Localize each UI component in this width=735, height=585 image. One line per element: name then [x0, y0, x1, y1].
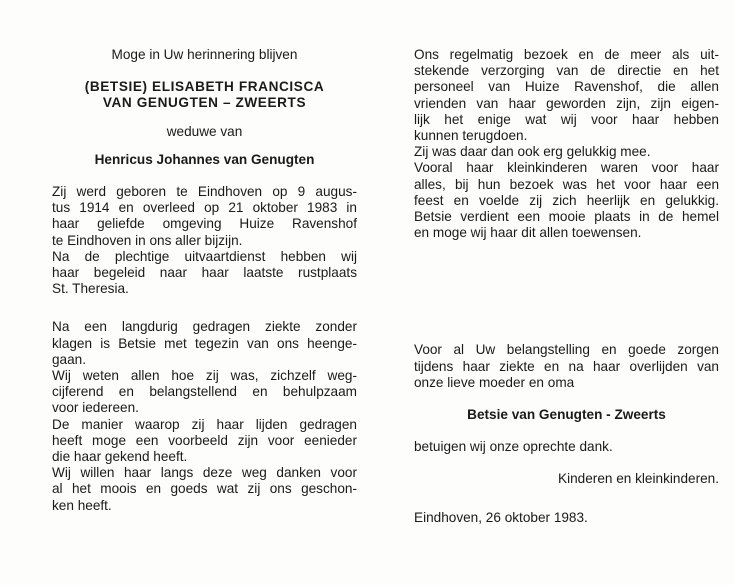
text-line: Wij willen haar langs deze weg danken voor	[52, 465, 357, 481]
paragraph-grandchildren	[414, 160, 719, 241]
text-line: gaan.	[52, 351, 87, 367]
paragraph-gratitude	[52, 465, 357, 514]
text-line: haar begeleid naar haar laatste rustplaats	[52, 265, 357, 281]
paragraph-character	[52, 368, 357, 417]
text-line: Zij werd geboren te Eindhoven op 9 augus-	[52, 184, 357, 200]
text-line: en moge wij haar dit allen toewensen.	[414, 225, 642, 241]
text-line: voor iedereen.	[52, 400, 139, 416]
paragraph-happy	[414, 144, 719, 160]
text-line: Na een langdurig gedragen ziekte zonder	[52, 319, 357, 335]
widow-of-text: weduwe van	[166, 123, 243, 139]
paragraph-illness	[52, 319, 357, 368]
right-column	[414, 47, 719, 526]
deceased-name-line-2: VAN GENUGTEN – ZWEERTS	[102, 95, 307, 111]
text-line: Betsie verdient een mooie plaats in de hemel	[414, 209, 719, 225]
thanks-text: betuigen wij onze oprechte dank.	[414, 439, 613, 455]
text-line: cijferend en belangstellend en behulpzaam	[52, 384, 357, 400]
text-line: Vooral haar kleinkinderen waren voor haar	[414, 160, 719, 176]
text-line: heeft moge een voorbeeld zijn voor eenieder	[52, 432, 357, 448]
text-line: vrienden van haar geworden zijn, zijn eigen-	[414, 95, 719, 111]
text-line: Voor al Uw belangstelling en goede zorgen	[414, 342, 719, 358]
text-line: te Eindhoven in ons aller bijzijn.	[52, 232, 243, 248]
text-line: lijk het enige wat wij voor haar hebben	[414, 111, 719, 127]
text-line: Zij was daar dan ook erg gelukkig mee.	[414, 144, 651, 160]
text-line: personeel van Huize Ravenshof, die allen	[414, 79, 719, 95]
text-line: haar geliefde omgeving Huize Ravenshof	[52, 216, 357, 232]
text-line: alles, bij hun bezoek was het voor haar een	[414, 176, 719, 192]
text-line: al het moois en goeds wat zij ons geschon-	[52, 481, 357, 497]
text-line: onze lieve moeder en oma	[414, 374, 575, 390]
signatory-name: Betsie van Genugten - Zweerts	[467, 407, 666, 423]
text-line: tijdens haar ziekte en na haar overlijden van	[414, 358, 719, 374]
text-line: stekende verzorging van de directie en het	[414, 63, 719, 79]
text-line: die haar gekend heeft.	[52, 449, 188, 465]
text-line: kunnen terugdoen.	[414, 128, 528, 144]
paragraph-care	[414, 47, 719, 144]
text-line: ken heeft.	[52, 497, 112, 513]
place-date: Eindhoven, 26 oktober 1983.	[414, 509, 588, 525]
text-line: St. Theresia.	[52, 281, 129, 297]
husband-name: Henricus Johannes van Genugten	[94, 151, 315, 167]
text-line: De manier waarop zij haar lijden gedragen	[52, 416, 357, 432]
left-column	[52, 47, 357, 514]
text-line: Wij weten allen hoe zij was, zichzelf weg-	[52, 368, 357, 384]
text-line: Ons regelmatig bezoek en de meer als uit-	[414, 47, 719, 62]
paragraph-birth-death	[52, 184, 357, 249]
text-line: klagen is Betsie met tegezin van ons heenge-	[52, 335, 357, 351]
intro-text: Moge in Uw herinnering blijven	[111, 47, 298, 62]
text-line: tus 1914 en overleed op 21 oktober 1983 in	[52, 200, 357, 216]
deceased-name-line-1: (BETSIE) ELISABETH FRANCISCA	[84, 79, 325, 95]
text-line: feest en voelde zij zich heerlijk en gelukkig.	[414, 192, 719, 208]
paragraph-suffering	[52, 417, 357, 466]
family-signature: Kinderen en kleinkinderen.	[558, 471, 719, 487]
paragraph-thanks-intro	[414, 342, 719, 391]
paragraph-funeral	[52, 249, 357, 298]
text-line: Na de plechtige uitvaartdienst hebben wij	[52, 248, 357, 264]
